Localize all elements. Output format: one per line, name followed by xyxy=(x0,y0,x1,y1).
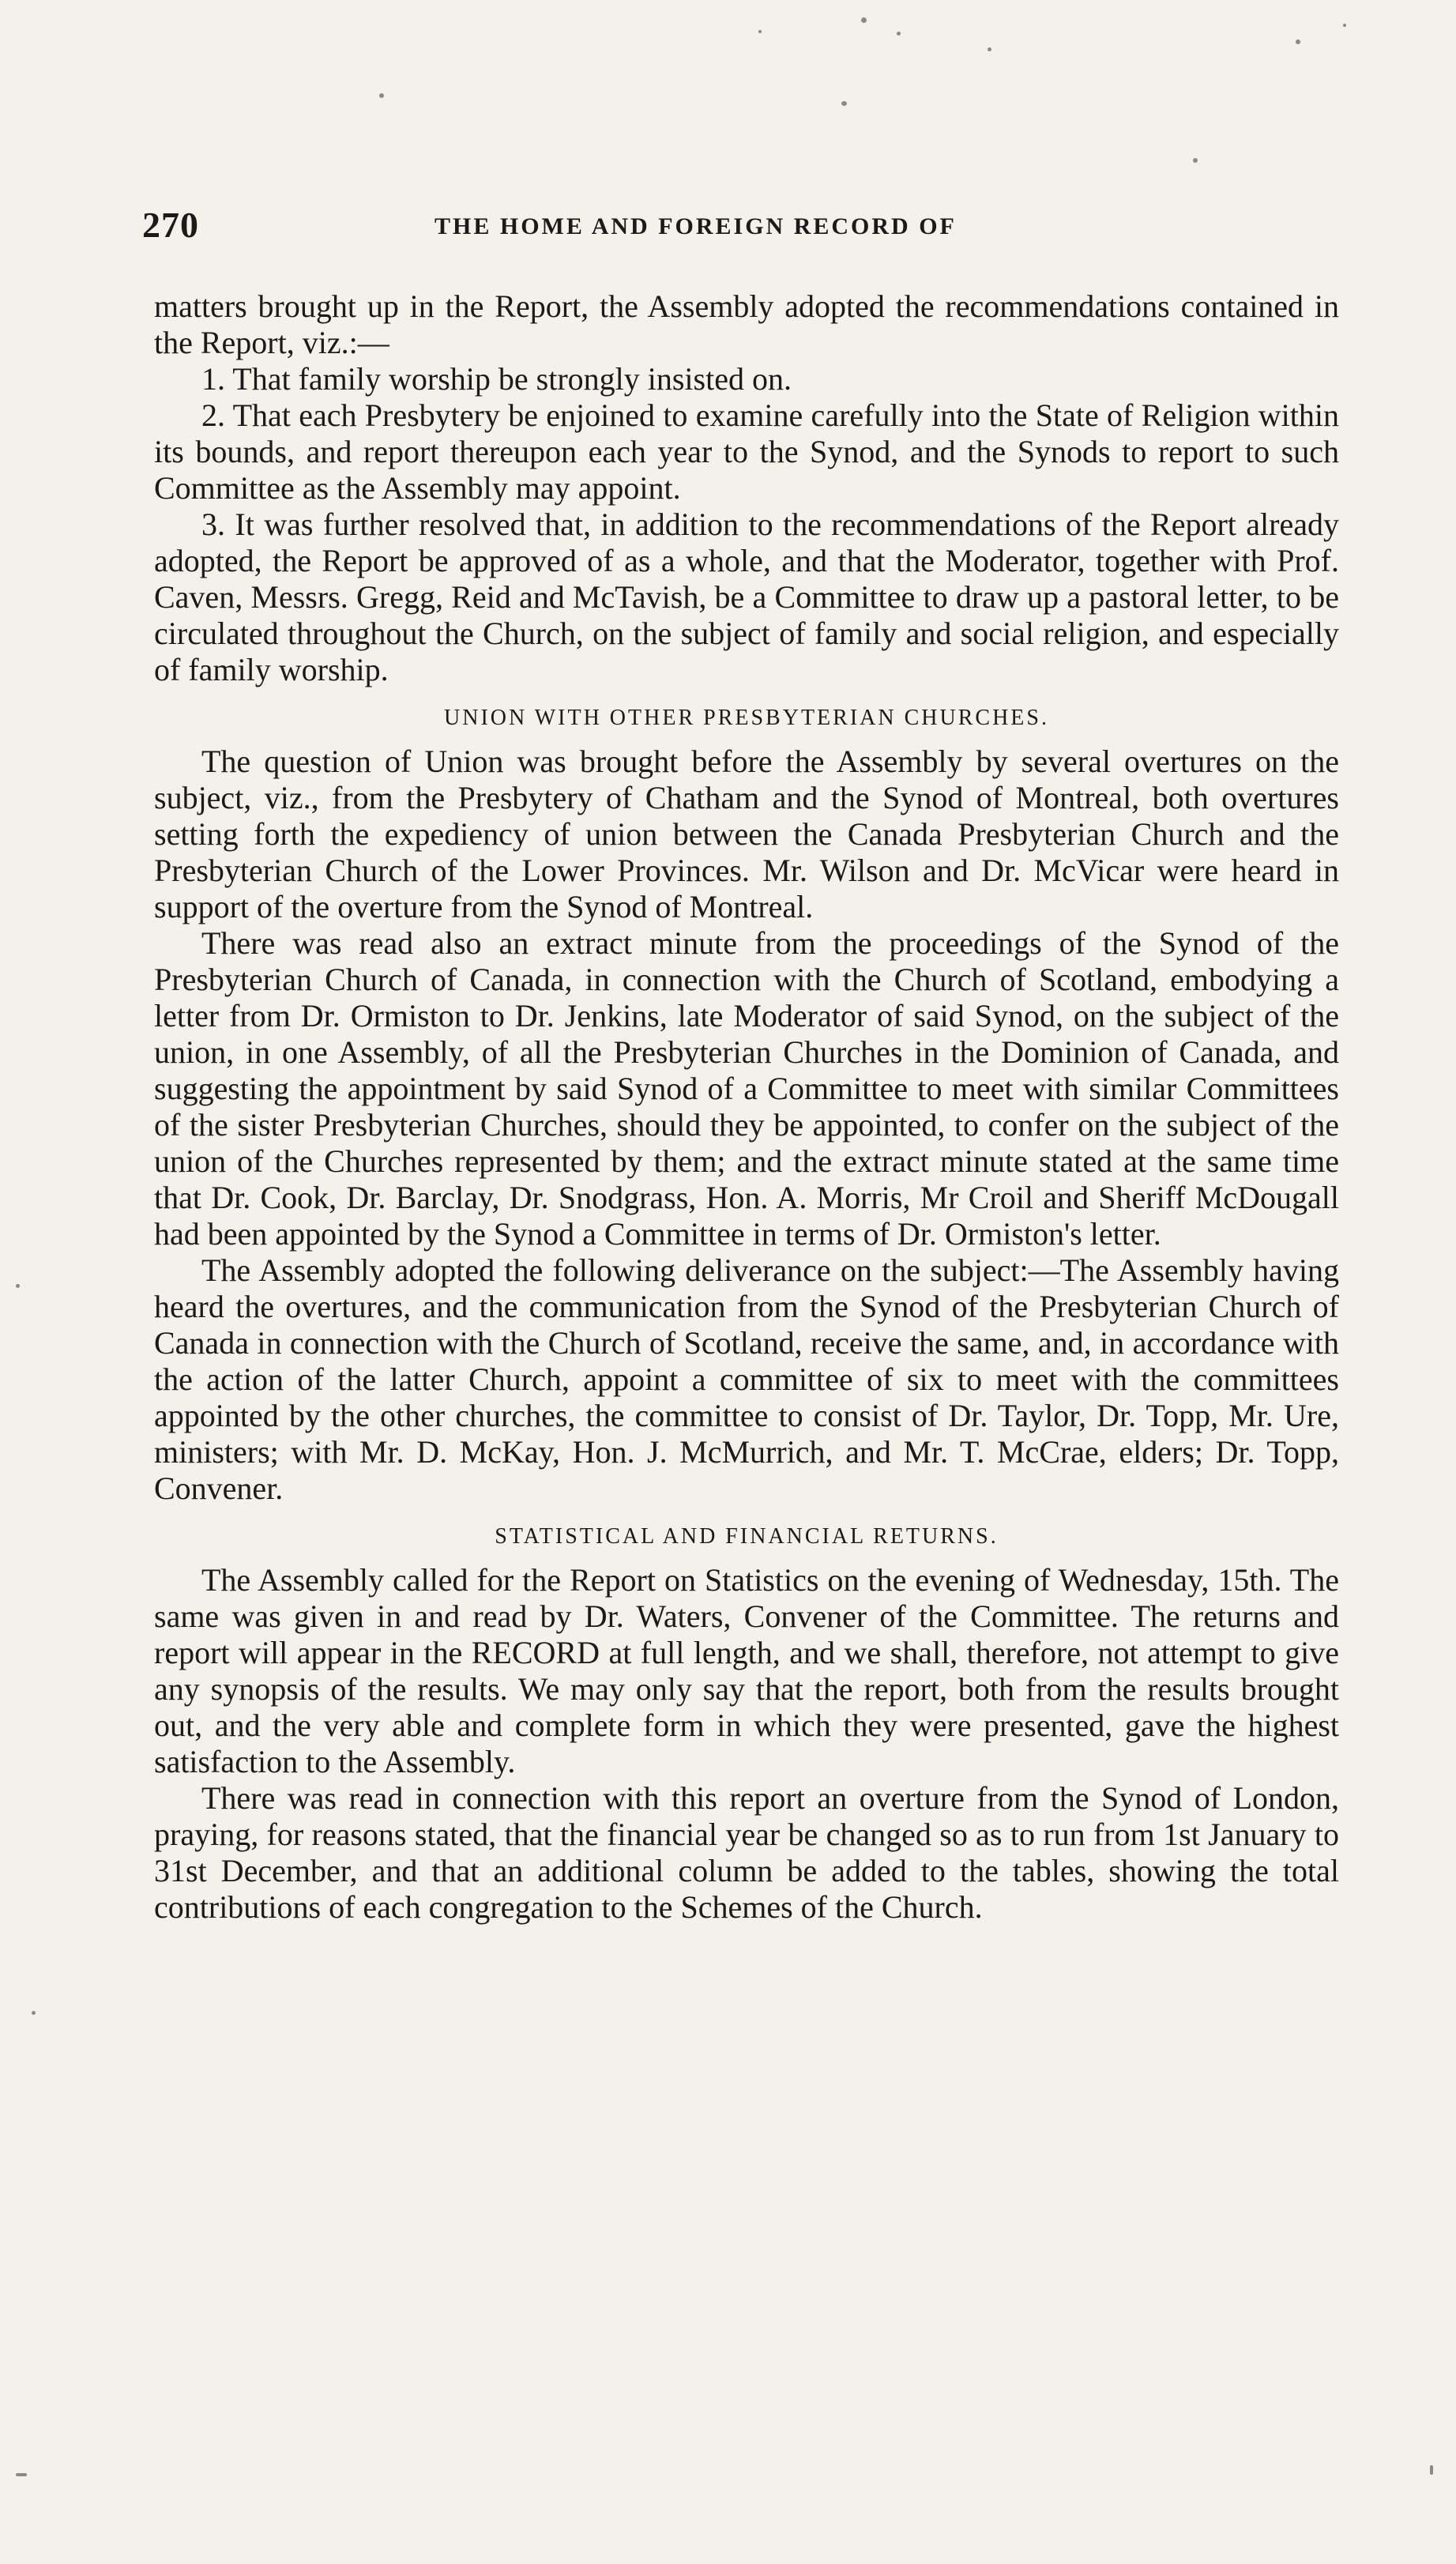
statistics-paragraph: There was read in connection with this report an overture from the Synod of London, praying, for reasons stated, that the financial year be changed so as to run from 1st January to 31st December, and that an additional column be added to the tables, showing the total contributions of each congregation to the Schemes of the Church. xyxy=(154,1780,1339,1925)
section-heading-statistics: STATISTICAL AND FINANCIAL RETURNS. xyxy=(495,1524,999,1549)
union-paragraph: There was read also an extract minute from the proceedings of the Synod of the Presbyterian Church of Canada, in connection with the Church of Scotland, embodying a letter from Dr. Ormiston to Dr. Jenkins, late Moderator of said Synod, on the subject of the union, in one Assembly, of all the Presbyterian Churches in the Dominion of Canada, and suggesting the appointment by said Synod of a Committee to meet with similar Committees of the sister Presbyterian Churches, should they be appointed, to confer on the subject of the union of the Churches represented by them; and the extract minute stated at the same time that Dr. Cook, Dr. Barclay, Dr. Snodgrass, Hon. A. Morris, Mr Croil and Sheriff McDougall had been appointed by the Synod a Committee in terms of Dr. Ormiston's letter. xyxy=(154,925,1339,1252)
scan-speck xyxy=(861,17,867,23)
scan-speck xyxy=(1193,158,1198,163)
recommendation-item: 1. That family worship be strongly insisted on. xyxy=(201,361,792,397)
scan-speck xyxy=(841,101,847,106)
union-paragraph: The question of Union was brought before the Assembly by several overtures on the subject, viz., from the Presbytery of Chatham and the Synod of Montreal, both overtures setting forth the expediency of union between the Canada Presbyterian Church and the Presbyterian Church of the Lower Provinces. Mr. Wilson and Dr. McVicar were heard in support of the overture from the Synod of Montreal. xyxy=(154,744,1339,924)
recommendation-item: 3. It was further resolved that, in addition to the recommendations of the Report already adopted, the Report be approved of as a whole, and that the Moderator, together with Prof. Caven, Messrs. Gregg, Reid and McTavish, be a Committee to draw up a pastoral letter, to be circulated throughout the Church, on the subject of family and social religion, and especially of family worship. xyxy=(154,506,1339,687)
scan-speck xyxy=(758,30,762,33)
scan-speck xyxy=(1296,40,1300,44)
section-heading-union: UNION WITH OTHER PRESBYTERIAN CHURCHES. xyxy=(444,706,1049,730)
scan-speck xyxy=(1430,2465,1433,2475)
scan-speck xyxy=(988,47,991,51)
intro-paragraph: matters brought up in the Report, the Assembly adopted the recommendations contained in the Report, viz.:— xyxy=(154,288,1339,360)
page-number: 270 xyxy=(142,205,199,245)
scan-speck xyxy=(32,2011,36,2015)
recommendation-item: 2. That each Presbytery be enjoined to examine carefully into the State of Religion within its bounds, and report thereupon each year to the Synod, and the Synods to report to such Committee as the Assembly may appoint. xyxy=(154,397,1339,506)
scan-speck xyxy=(1343,24,1346,27)
article-body xyxy=(154,288,1339,1926)
scan-speck xyxy=(16,2473,27,2476)
scan-speck xyxy=(16,1284,20,1288)
scan-speck xyxy=(897,32,901,36)
union-paragraph: The Assembly adopted the following deliverance on the subject:—The Assembly having heard the overtures, and the communication from the Synod of the Presbyterian Church of Canada in connection with the Church of Scotland, receive the same, and, in accordance with the action of the latter Church, appoint a committee of six to meet with the committees appointed by the other churches, the committee to consist of Dr. Taylor, Dr. Topp, Mr. Ure, ministers; with Mr. D. McKay, Hon. J. McMurrich, and Mr. T. McCrae, elders; Dr. Topp, Convener. xyxy=(154,1252,1339,1506)
statistics-paragraph: The Assembly called for the Report on Statistics on the evening of Wednesday, 15th. The same was given in and read by Dr. Waters, Convener of the Committee. The returns and report will appear in the RECORD at full length, and we shall, therefore, not attempt to give any synopsis of the results. We may only say that the report, both from the results brought out, and the very able and complete form in which they were presented, gave the highest satisfaction to the Assembly. xyxy=(154,1562,1339,1779)
scan-speck xyxy=(379,93,384,98)
running-head xyxy=(142,204,1343,251)
journal-title: THE HOME AND FOREIGN RECORD OF xyxy=(435,213,957,239)
